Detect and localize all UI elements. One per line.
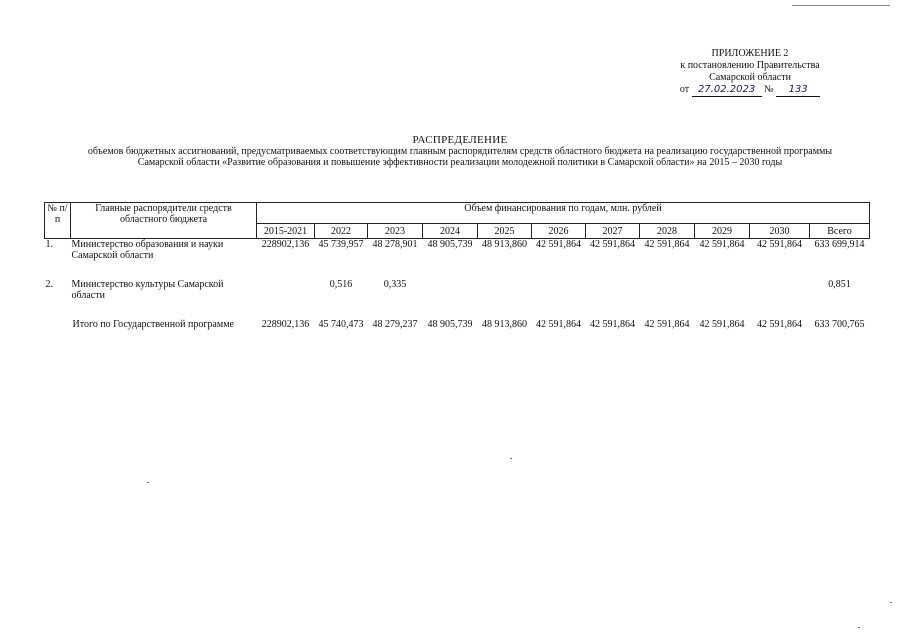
header-year: 2030 [750, 224, 810, 239]
header-recipient: Главные распорядители средств областного бюджета [71, 203, 257, 239]
row-value [750, 279, 810, 301]
row-value [532, 279, 586, 301]
total-value: 48 905,739 [427, 319, 473, 330]
heading-line-2: Самарской области «Развитие образования и повышение эффективности реализации молодежной политики в Самарской области» на 2015 – 2030 годы [137, 157, 783, 168]
row-value [478, 279, 532, 301]
total-value: 42 591,864 [536, 319, 581, 330]
header-funding-group: Объем финансирования по годам, млн. рублей [257, 203, 870, 224]
total-value: 42 591,864 [590, 319, 635, 330]
number-label: № [764, 84, 774, 95]
row-total: 633 699,914 [814, 239, 865, 250]
total-value: 48 279,237 [372, 319, 418, 330]
total-value: 42 591,864 [644, 319, 690, 330]
row-value [586, 279, 640, 301]
row-recipient: Министерство образования и науки Самарской области [71, 239, 224, 261]
row-value: 228902,136 [261, 239, 310, 250]
row-value: 42 591,864 [644, 239, 690, 250]
row-spacer [45, 301, 870, 319]
header-year: 2015-2021 [257, 224, 315, 239]
header-year: 2028 [640, 224, 695, 239]
table-row [45, 279, 870, 301]
row-recipient: Министерство культуры Самарской области [71, 279, 224, 301]
row-number: 2. [45, 279, 53, 290]
row-value [423, 279, 478, 301]
document-heading [40, 135, 880, 168]
row-total: 0,851 [828, 279, 851, 290]
decree-date: 27.02.2023 [692, 84, 762, 97]
appendix-line-1: к постановлению Правительства [680, 60, 820, 71]
row-value: 45 739,957 [318, 239, 364, 250]
row-value: 48 913,860 [482, 239, 527, 250]
row-value: 48 278,901 [372, 239, 418, 250]
header-year: 2027 [586, 224, 640, 239]
from-label: от [679, 84, 690, 95]
document-title: РАСПРЕДЕЛЕНИЕ [412, 134, 508, 146]
header-year: 2025 [478, 224, 532, 239]
row-value: 42 591,864 [590, 239, 635, 250]
row-value [640, 279, 695, 301]
appendix-line-2: Самарской области [709, 72, 791, 83]
header-total: Всего [810, 224, 870, 239]
row-spacer [45, 261, 870, 279]
row-value: 42 591,864 [757, 239, 802, 250]
appendix-title: ПРИЛОЖЕНИЕ 2 [711, 48, 789, 59]
row-value: 42 591,864 [536, 239, 581, 250]
total-value: 42 591,864 [699, 319, 745, 330]
row-value: 0,516 [329, 279, 353, 290]
top-edge-line [792, 5, 890, 6]
total-value: 48 913,860 [482, 319, 527, 330]
decree-reference [660, 84, 840, 97]
row-value: 0,335 [383, 279, 407, 290]
table-total-row [45, 319, 870, 330]
table-header-row [45, 203, 870, 224]
decree-number: 133 [776, 84, 820, 97]
header-year: 2022 [315, 224, 368, 239]
total-value: 45 740,473 [318, 319, 364, 330]
scan-speck [147, 482, 149, 483]
row-number: 1. [45, 239, 53, 250]
grand-total: 633 700,765 [814, 319, 865, 330]
header-year: 2026 [532, 224, 586, 239]
total-value: 228902,136 [261, 319, 310, 330]
row-value [257, 279, 315, 301]
header-number: № п/п [45, 203, 71, 239]
table-row [45, 239, 870, 262]
appendix-block [660, 48, 840, 97]
row-value: 48 905,739 [427, 239, 473, 250]
distribution-table [44, 202, 870, 330]
total-label: Итого по Государственной программе [72, 319, 234, 330]
row-value [695, 279, 750, 301]
header-year: 2024 [423, 224, 478, 239]
header-year: 2029 [695, 224, 750, 239]
heading-line-1: объемов бюджетных ассигнований, предусматриваемых соответствующим главным распорядителям средств областного бюджета на реализацию государственной программы [87, 146, 833, 157]
scan-speck [890, 602, 892, 603]
row-value: 42 591,864 [699, 239, 745, 250]
header-year: 2023 [368, 224, 423, 239]
total-value: 42 591,864 [757, 319, 802, 330]
scan-speck [858, 627, 860, 628]
scan-speck [510, 458, 512, 459]
